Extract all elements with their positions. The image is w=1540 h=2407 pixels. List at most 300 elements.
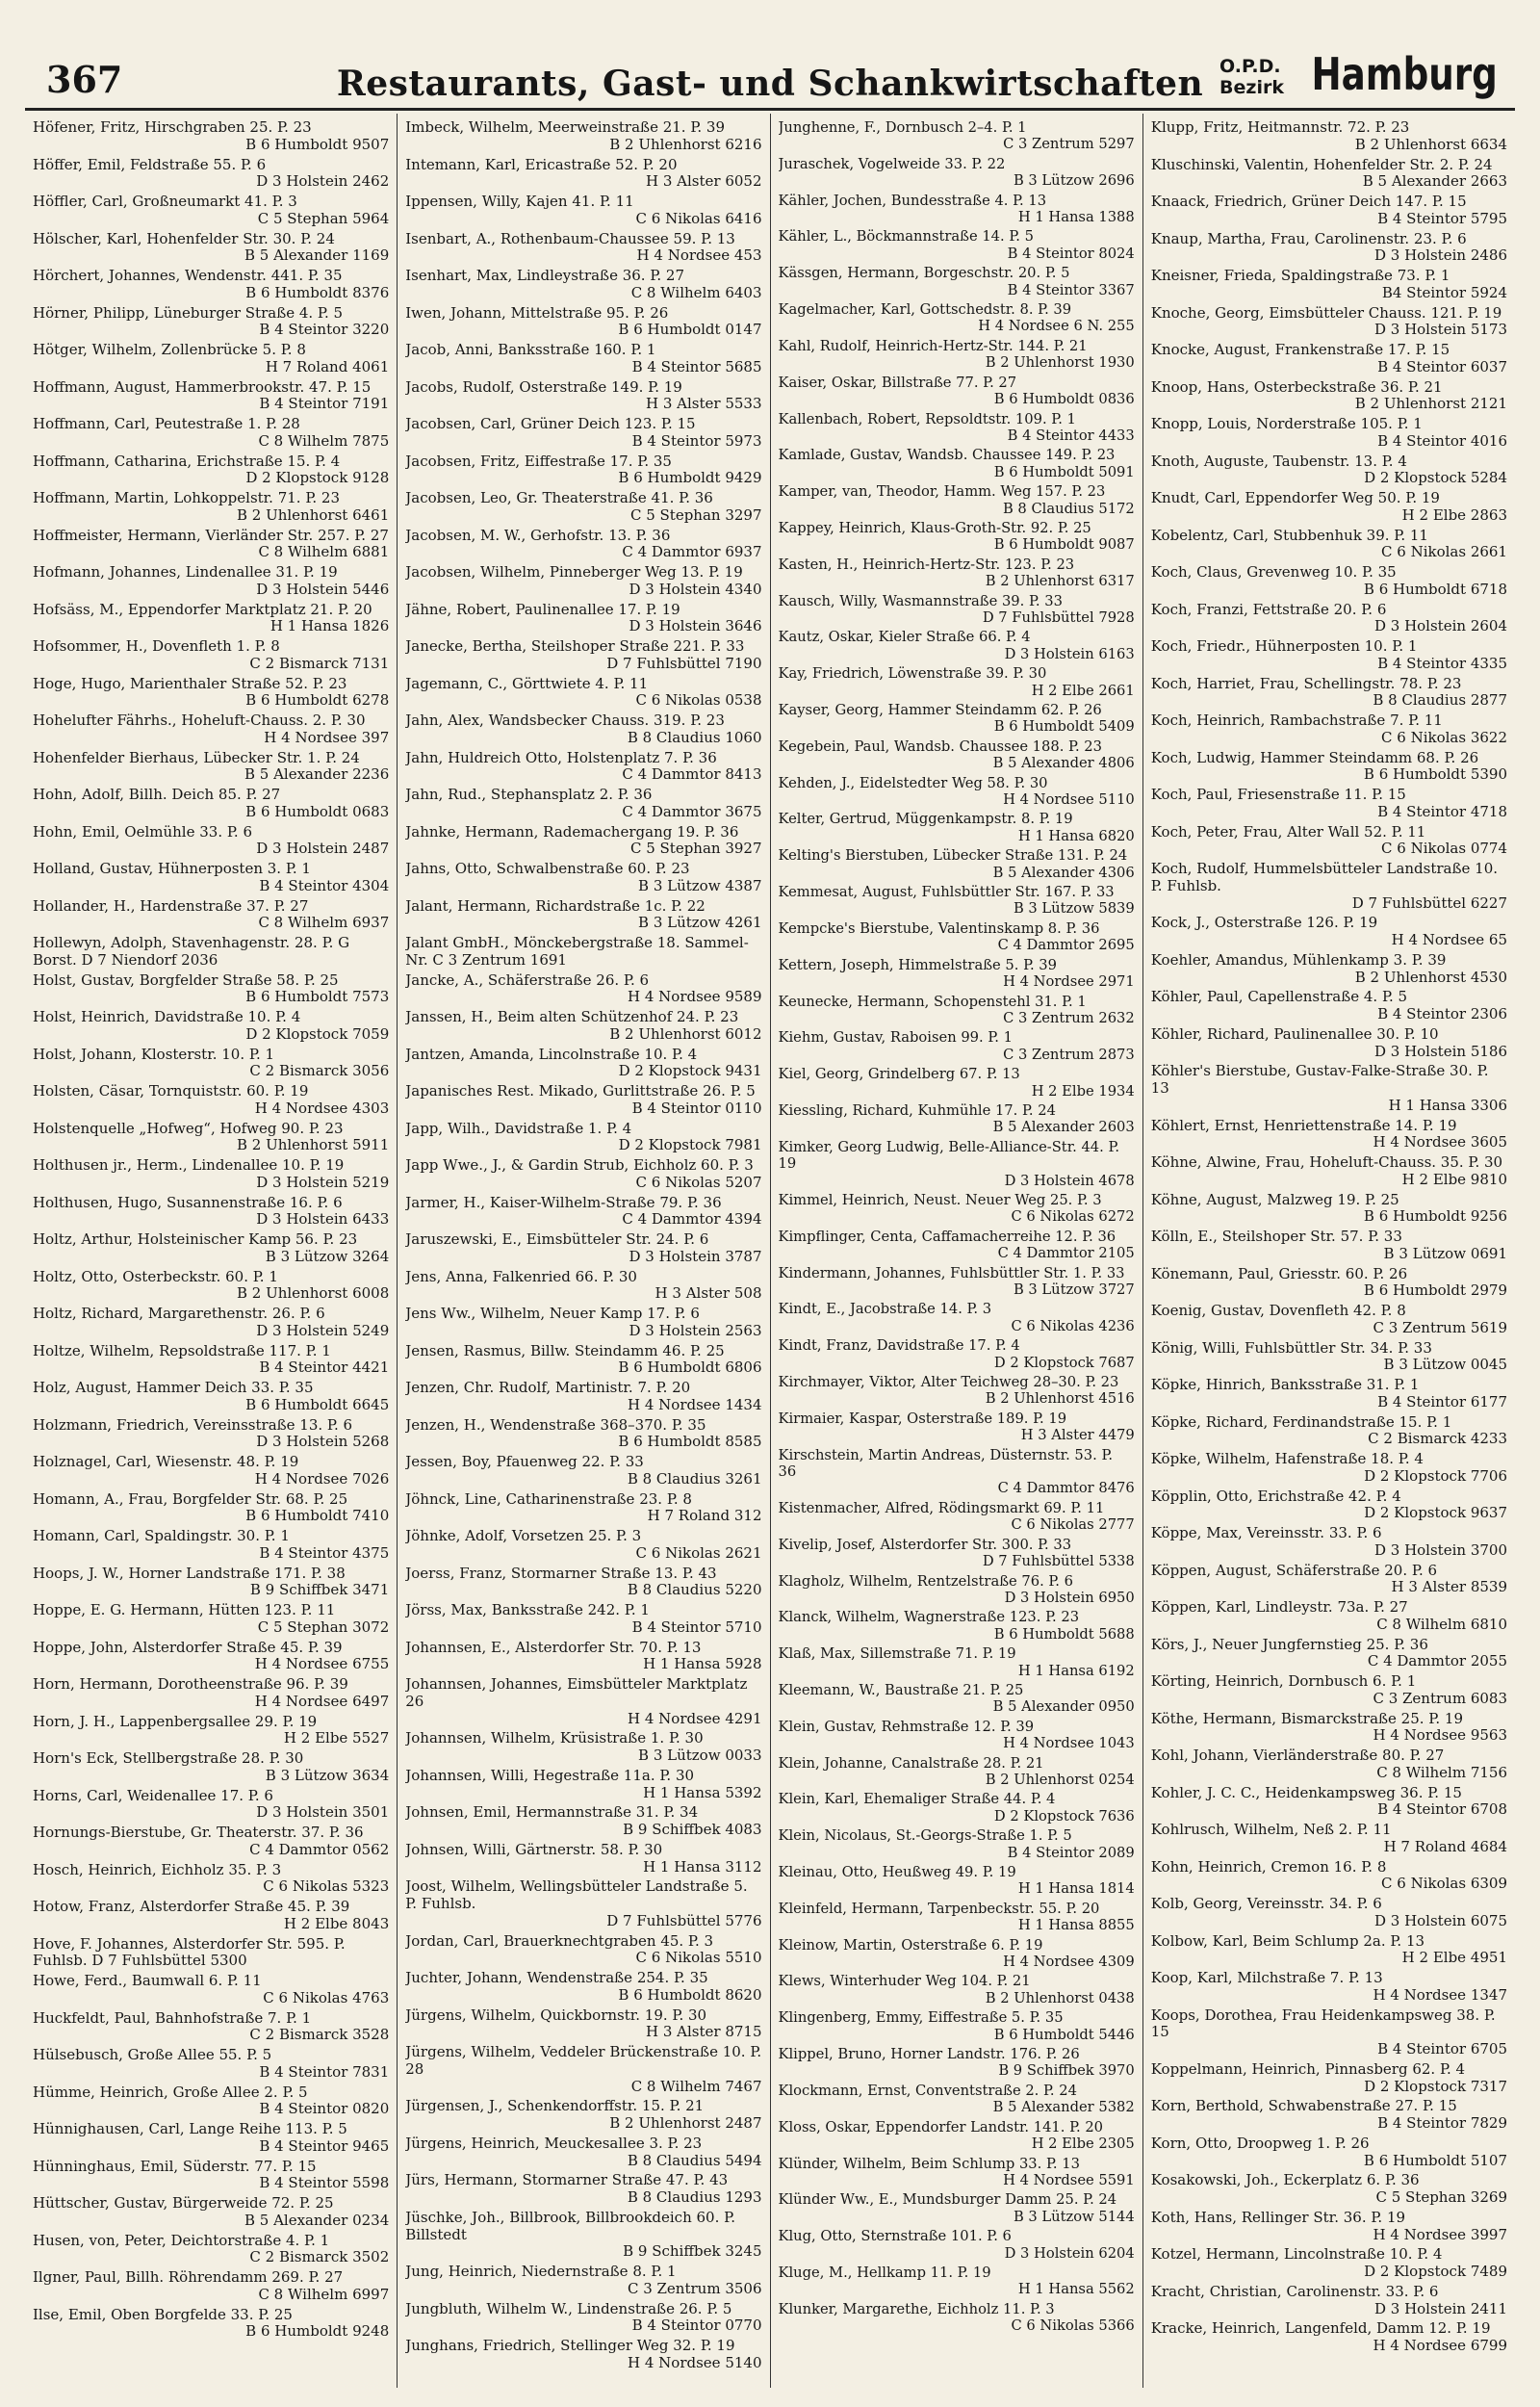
entry-name-address: Husen, von, Peter, Deichtorstraße 4. P. 1: [33, 2232, 330, 2249]
directory-entry: [779, 1301, 1135, 1334]
entry-name-address: Kleinau, Otto, Heußweg 49. P. 19: [778, 1864, 1016, 1880]
entry-phone: B 6 Humboldt 5107: [1363, 2151, 1507, 2169]
directory-entry: [405, 1878, 761, 1929]
entry-name-address: Hohn, Emil, Oelmühle 33. P. 6: [33, 823, 252, 841]
entry-name-address: Höffler, Carl, Großneumarkt 41. P. 3: [33, 194, 297, 210]
directory-entry: [779, 1609, 1135, 1643]
entry-phone: D 3 Holstein 6163: [1004, 645, 1135, 662]
entry-name-address: Kohler, J. C. C., Heidenkampsweg 36. P. 15: [1150, 1784, 1462, 1801]
entry-name-address: Horn's Eck, Stellbergstraße 28. P. 30: [33, 1750, 304, 1767]
entry-phone: H 1 Hansa 1388: [1017, 209, 1135, 226]
entry-name-address: Jancke, A., Schäferstraße 26. P. 6: [405, 971, 650, 989]
directory-entry: [33, 787, 389, 821]
entry-name-address: Kappey, Heinrich, Klaus-Groth-Str. 92. P. 25: [778, 519, 1091, 536]
entry-phone: B 4 Steintor 4016: [1377, 431, 1507, 450]
entry-phone: C 4 Dammtor 2055: [1367, 1652, 1507, 1670]
entry-name-address: Kay, Friedrich, Löwenstraße 39. P. 30: [778, 665, 1047, 683]
entry-phone: H 1 Hansa 5928: [643, 1655, 762, 1673]
entry-phone: H 3 Alster 6052: [645, 172, 762, 191]
directory-entry: [779, 1901, 1135, 1934]
entry-phone: H 4 Nordsee 3605: [1373, 1133, 1507, 1152]
entry-phone: C 2 Bismarck 3502: [249, 2248, 390, 2266]
directory-entry: [33, 342, 389, 376]
directory-entry: [405, 416, 761, 451]
directory-entry: [33, 1454, 389, 1488]
entry-phone: D 3 Holstein 2563: [629, 1321, 762, 1339]
entry-phone: B 5 Alexander 0234: [244, 2211, 390, 2229]
entry-phone: B 4 Steintor 2306: [1377, 1005, 1507, 1022]
directory-entry: [405, 342, 761, 376]
directory-entry: [33, 1009, 389, 1044]
directory-entry: [1151, 1026, 1507, 1061]
directory-entry: [1151, 416, 1507, 451]
directory-entry: [33, 1750, 389, 1785]
entry-phone: B 4 Steintor 0770: [631, 2316, 762, 2335]
entry-phone: B 6 Humboldt 6718: [1363, 580, 1507, 598]
entry-name-address: Kehden, J., Eidelstedter Weg 58. P. 30: [778, 774, 1048, 791]
entry-phone: B 6 Humboldt 8376: [245, 283, 390, 301]
directory-entry: [779, 1973, 1135, 2006]
entry-phone: D 3 Holstein 5249: [256, 1321, 390, 1339]
entry-phone: D 3 Holstein 6204: [1004, 2244, 1135, 2262]
entry-name-address: Kahl, Rudolf, Heinrich-Hertz-Str. 144. P. 21: [778, 337, 1088, 354]
entry-name-address: Holsten, Cäsar, Tornquiststr. 60. P. 19: [33, 1083, 309, 1100]
entry-name-address: Jörss, Max, Banksstraße 242. P. 1: [405, 1602, 650, 1618]
entry-name-address: Knudt, Carl, Eppendorfer Weg 50. P. 19: [1150, 490, 1440, 506]
entry-name-address: König, Willi, Fuhlsbüttler Str. 34. P. 33: [1150, 1339, 1432, 1357]
entry-phone: B 4 Steintor 4421: [259, 1359, 390, 1377]
directory-entry: [1151, 1525, 1507, 1560]
directory-entry: [1151, 989, 1507, 1023]
directory-entry: [33, 1231, 389, 1266]
entry-phone: C 4 Dammtor 2105: [997, 1245, 1135, 1262]
entry-name-address: Hörner, Philipp, Lüneburger Straße 4. P. 5: [33, 304, 344, 322]
directory-entry: [779, 1229, 1135, 1262]
entry-name-address: Jagemann, C., Görttwiete 4. P. 11: [405, 675, 649, 692]
directory-entry: [779, 2156, 1135, 2189]
entry-name-address: Isenbart, A., Rothenbaum-Chaussee 59. P. 13: [405, 230, 735, 247]
entry-phone: B 4 Steintor 0820: [259, 2100, 390, 2118]
entry-phone: H 4 Nordsee 5110: [1003, 791, 1135, 809]
directory-entry: [779, 301, 1135, 335]
entry-phone: D 3 Holstein 2462: [256, 172, 390, 191]
entry-name-address: Knoche, Georg, Eimsbütteler Chauss. 121. P. 19: [1150, 304, 1502, 322]
entry-name-address: Klein, Nicolaus, St.-Georgs-Straße 1. P. 5: [778, 1827, 1072, 1845]
directory-entry: [33, 2195, 389, 2230]
entry-phone: B 8 Claudius 5494: [627, 2151, 762, 2169]
entry-phone: B 8 Claudius 2877: [1373, 691, 1507, 710]
entry-name-address: Japanisches Rest. Mikado, Gurlittstraße 26. P. 5: [405, 1083, 756, 1100]
directory-entry: [405, 638, 761, 673]
directory-entry: [1151, 453, 1507, 488]
entry-phone: B 4 Steintor 2089: [1007, 1844, 1135, 1861]
entry-name-address: Klein, Karl, Ehemaliger Straße 44. P. 4: [778, 1791, 1056, 1808]
entry-phone: B 4 Steintor 4375: [259, 1543, 390, 1562]
directory-entry: [779, 375, 1135, 408]
directory-entry: [405, 1009, 761, 1044]
entry-phone: C 5 Stephan 3927: [629, 840, 762, 858]
directory-entry: [1151, 157, 1507, 192]
directory-entry: [33, 1714, 389, 1748]
entry-phone: B 2 Uhlenhorst 4516: [985, 1390, 1135, 1408]
entry-name-address: Jordan, Carl, Brauerknechtgraben 45. P. 3: [405, 1932, 714, 1950]
entry-name-address: Kiel, Georg, Grindelberg 67. P. 13: [778, 1066, 1020, 1083]
entry-name-address: Jalant, Hermann, Richardstraße 1c. P. 22: [405, 897, 706, 915]
entry-name-address: Hoops, J. W., Horner Landstraße 171. P. 38: [33, 1565, 346, 1582]
entry-phone: C 2 Bismarck 7131: [249, 654, 390, 672]
directory-entry: [405, 1491, 761, 1526]
entry-phone: C 6 Nikolas 6309: [1381, 1875, 1507, 1893]
entry-phone: D 7 Fuhlsbüttel 6227: [1351, 893, 1507, 912]
entry-name-address: Jalant GmbH., Mönckebergstraße 18. Sammel-Nr. C 3 Zentrum 1691: [405, 935, 749, 969]
directory-entry: [779, 1029, 1135, 1063]
entry-phone: H 4 Nordsee 4291: [628, 1709, 762, 1727]
entry-name-address: Jung, Heinrich, Niedernstraße 8. P. 1: [405, 2264, 677, 2280]
entry-name-address: Kautz, Oskar, Kieler Straße 66. P. 4: [778, 629, 1031, 646]
entry-name-address: Kindt, Franz, Davidstraße 17. P. 4: [778, 1337, 1020, 1355]
city-name: Hamburg: [1311, 48, 1498, 100]
entry-phone: C 5 Stephan 3269: [1375, 2188, 1507, 2206]
directory-entry: [779, 338, 1135, 372]
directory-entry: [1151, 342, 1507, 376]
entry-name-address: Kock, J., Osterstraße 126. P. 19: [1150, 915, 1378, 932]
entry-phone: B 5 Alexander 4306: [992, 864, 1135, 881]
directory-entry: [1151, 1896, 1507, 1930]
entry-phone: B 4 Steintor 8024: [1007, 245, 1135, 262]
entry-phone: B4 Steintor 5924: [1381, 283, 1507, 301]
entry-phone: B 4 Steintor 9465: [259, 2136, 390, 2155]
entry-name-address: Hohn, Adolf, Billh. Deich 85. P. 27: [33, 787, 281, 803]
entry-phone: B 2 Uhlenhorst 6461: [236, 505, 390, 524]
entry-phone: H 1 Hansa 3112: [643, 1857, 762, 1876]
entry-phone: C 6 Nikolas 5510: [635, 1949, 762, 1967]
entry-name-address: Kistenmacher, Alfred, Rödingsmarkt 69. P. 11: [778, 1499, 1105, 1516]
directory-entry: [405, 1269, 761, 1304]
directory-entry: [33, 1788, 389, 1823]
entry-phone: H 4 Nordsee 6799: [1373, 2337, 1507, 2354]
directory-entry: [33, 305, 389, 340]
entry-phone: B 2 Uhlenhorst 4530: [1354, 968, 1507, 986]
directory-entry: [1151, 2320, 1507, 2355]
directory-entry: [1151, 1118, 1507, 1152]
entry-phone: H 4 Nordsee 4309: [1003, 1954, 1135, 1971]
entry-phone: C 8 Wilhelm 6881: [258, 543, 390, 561]
directory-entry: [779, 1719, 1135, 1752]
entry-phone: B 4 Steintor 3220: [259, 321, 390, 339]
entry-name-address: Junghans, Friedrich, Stellinger Weg 32. P. 19: [405, 2338, 735, 2354]
entry-phone: B 3 Lützow 0045: [1383, 1356, 1507, 1374]
directory-entry: [1151, 2210, 1507, 2244]
directory-entry: [1151, 1563, 1507, 1597]
entry-name-address: Kiessling, Richard, Kuhmühle 17. P. 24: [778, 1101, 1056, 1119]
entry-name-address: Jensen, Rasmus, Billw. Steindamm 46. P. 25: [405, 1342, 725, 1359]
entry-name-address: Köhlert, Ernst, Henriettenstraße 14. P. 19: [1150, 1117, 1457, 1134]
entry-phone: B 4 Steintor 4335: [1377, 654, 1507, 672]
entry-phone: H 4 Nordsee 6497: [254, 1692, 390, 1710]
directory-entry: [1151, 1859, 1507, 1894]
directory-entry: [1151, 1785, 1507, 1820]
entry-phone: H 1 Hansa 5562: [1017, 2281, 1135, 2298]
entry-phone: B 2 Uhlenhorst 6317: [985, 573, 1135, 590]
entry-phone: H 1 Hansa 3306: [1388, 1096, 1507, 1114]
directory-entry: [405, 1566, 761, 1600]
directory-entry: [405, 1602, 761, 1637]
entry-name-address: Hollander, H., Hardenstraße 37. P. 27: [33, 897, 309, 915]
directory-entry: [33, 824, 389, 859]
entry-name-address: Jaruszewski, E., Eimsbütteler Str. 24. P. 6: [405, 1231, 709, 1248]
entry-phone: H 4 Nordsee 5591: [1003, 2171, 1135, 2188]
entry-name-address: Jahn, Alex, Wandsbecker Chauss. 319. P. 23: [405, 712, 725, 729]
directory-entry: [779, 1102, 1135, 1136]
entry-name-address: Hofsäss, M., Eppendorfer Marktplatz 21. P. 20: [33, 601, 372, 618]
entry-phone: C 6 Nikolas 6272: [1011, 1208, 1135, 1226]
directory-entry: [1151, 268, 1507, 302]
entry-name-address: Kotzel, Hermann, Lincolnstraße 10. P. 4: [1150, 2246, 1443, 2264]
directory-entry: [1151, 824, 1507, 859]
directory-entry: [405, 1157, 761, 1192]
directory-entry: [779, 1864, 1135, 1898]
directory-entry: [779, 483, 1135, 517]
directory-entry: [1151, 1451, 1507, 1486]
entry-phone: C 2 Bismarck 3528: [249, 2026, 390, 2044]
entry-name-address: Junghenne, F., Dornbusch 2–4. P. 1: [778, 119, 1027, 136]
directory-entry: [779, 556, 1135, 590]
entry-phone: B 3 Lützow 2696: [1013, 172, 1135, 190]
directory-entry: [1151, 1599, 1507, 1634]
entry-name-address: Joerss, Franz, Stormarner Straße 13. P. 43: [405, 1565, 717, 1582]
entry-name-address: Klanck, Wilhelm, Wagnerstraße 123. P. 23: [778, 1609, 1080, 1626]
entry-name-address: Köppen, August, Schäferstraße 20. P. 6: [1150, 1562, 1438, 1579]
directory-entry: [779, 994, 1135, 1027]
entry-phone: B 6 Humboldt 9248: [245, 2322, 390, 2341]
directory-entry: [33, 1676, 389, 1711]
directory-entry: [1151, 490, 1507, 525]
entry-phone: C 6 Nikolas 0538: [635, 691, 762, 710]
entry-name-address: Koops, Dorothea, Frau Heidenkampsweg 38. P. 15: [1150, 2006, 1496, 2041]
entry-phone: C 6 Nikolas 5207: [635, 1173, 762, 1191]
directory-entry: [1151, 1340, 1507, 1375]
entry-phone: B 5 Alexander 5382: [992, 2099, 1135, 2116]
directory-entry: [1151, 1063, 1507, 1114]
directory-entry: [33, 1862, 389, 1897]
entry-name-address: Klingenberg, Emmy, Eiffestraße 5. P. 35: [778, 2009, 1064, 2027]
entry-name-address: Koppelmann, Heinrich, Pinnasberg 62. P. 4: [1150, 2060, 1466, 2078]
directory-entry: [1151, 787, 1507, 821]
directory-entry: [779, 884, 1135, 918]
entry-phone: B 4 Steintor 7191: [259, 395, 390, 413]
entry-phone: H 2 Elbe 1934: [1031, 1082, 1135, 1100]
entry-name-address: Intemann, Karl, Ericastraße 52. P. 20: [405, 156, 678, 173]
entry-name-address: Hohenfelder Bierhaus, Lübecker Str. 1. P. 24: [33, 749, 360, 766]
entry-name-address: Hosch, Heinrich, Eichholz 35. P. 3: [33, 1861, 282, 1878]
entry-name-address: Jenzen, H., Wendenstraße 368–370. P. 35: [405, 1416, 706, 1434]
directory-entry: [33, 119, 389, 154]
entry-phone: D 3 Holstein 2604: [1373, 617, 1507, 635]
directory-entry: [405, 305, 761, 340]
directory-entry: [779, 665, 1135, 699]
entry-phone: B 4 Steintor 4433: [1007, 427, 1135, 444]
directory-entry: [779, 593, 1135, 627]
entry-phone: H 1 Hansa 6820: [1017, 827, 1135, 844]
directory-entry: [33, 1157, 389, 1192]
entry-name-address: Hoppe, John, Alsterdorfer Straße 45. P. 39: [33, 1639, 343, 1656]
directory-entry: [779, 738, 1135, 772]
entry-name-address: Höffer, Emil, Feldstraße 55. P. 6: [33, 156, 267, 173]
directory-entry: [33, 2010, 389, 2045]
directory-entry: [779, 228, 1135, 262]
entry-phone: B 3 Lützow 5144: [1013, 2208, 1135, 2225]
entry-name-address: Kimmel, Heinrich, Neust. Neuer Weg 25. P. 3: [778, 1191, 1102, 1208]
entry-name-address: Kamlade, Gustav, Wandsb. Chaussee 149. P. 23: [778, 447, 1116, 464]
entry-name-address: Joost, Wilhelm, Wellingsbütteler Landstraße 5. P. Fuhlsb.: [405, 1878, 748, 1912]
entry-phone: D 3 Holstein 5219: [256, 1173, 390, 1191]
entry-name-address: Kaiser, Oskar, Billstraße 77. P. 27: [778, 374, 1017, 391]
entry-phone: D 2 Klopstock 7981: [618, 1136, 762, 1154]
entry-phone: D 3 Holstein 5186: [1373, 1042, 1507, 1060]
entry-name-address: Howe, Ferd., Baumwall 6. P. 11: [33, 1973, 262, 1989]
entry-name-address: Koch, Claus, Grevenweg 10. P. 35: [1150, 564, 1397, 581]
directory-entry: [1151, 1377, 1507, 1411]
entry-name-address: Johannsen, Wilhelm, Krüsistraße 1. P. 30: [405, 1730, 704, 1747]
entry-phone: B 4 Steintor 0110: [631, 1099, 762, 1117]
directory-entry: [405, 602, 761, 636]
column-4: [1143, 114, 1515, 2388]
entry-phone: C 5 Stephan 5964: [257, 209, 390, 227]
directory-entry: [33, 2233, 389, 2267]
directory-entry: [405, 2007, 761, 2042]
entry-name-address: Kloss, Oskar, Eppendorfer Landstr. 141. P. 20: [778, 2118, 1104, 2135]
entry-name-address: Korn, Berthold, Schwabenstraße 27. P. 15: [1150, 2098, 1457, 2115]
entry-name-address: Holthusen, Hugo, Susannenstraße 16. P. 6: [33, 1194, 343, 1211]
entry-phone: C 2 Bismarck 3056: [249, 1062, 390, 1080]
entry-phone: H 4 Nordsee 1434: [628, 1395, 762, 1413]
entry-phone: C 6 Nikolas 0774: [1381, 840, 1507, 858]
directory-entry: [779, 119, 1135, 153]
entry-phone: H 3 Alster 8539: [1391, 1578, 1507, 1596]
entry-phone: D 3 Holstein 6950: [1004, 1589, 1135, 1606]
entry-phone: C 3 Zentrum 3506: [627, 2279, 762, 2297]
entry-phone: D 3 Holstein 3787: [629, 1247, 762, 1265]
entry-phone: B 3 Lützow 3264: [265, 1247, 390, 1265]
entry-name-address: Kracke, Heinrich, Langenfeld, Damm 12. P. 19: [1150, 2320, 1491, 2338]
entry-phone: H 1 Hansa 8855: [1017, 1917, 1135, 1934]
entry-name-address: Koch, Ludwig, Hammer Steindamm 68. P. 26: [1150, 749, 1479, 766]
directory-entry: [779, 2119, 1135, 2153]
entry-phone: B 6 Humboldt 6645: [245, 1395, 390, 1413]
entry-phone: B 4 Steintor 5973: [631, 431, 762, 450]
entry-name-address: Köhne, August, Malzweg 19. P. 25: [1150, 1191, 1399, 1208]
entry-name-address: Hoffmann, Martin, Lohkoppelstr. 71. P. 23: [33, 490, 341, 506]
entry-name-address: Kneisner, Frieda, Spaldingstraße 73. P. 1: [1150, 268, 1450, 284]
entry-phone: B 5 Alexander 2603: [992, 1119, 1135, 1136]
entry-phone: H 4 Nordsee 5140: [628, 2353, 762, 2371]
entry-name-address: Jacobsen, Wilhelm, Pinneberger Weg 13. P. 19: [405, 564, 743, 581]
entry-name-address: Knocke, August, Frankenstraße 17. P. 15: [1150, 342, 1450, 358]
entry-name-address: Hölscher, Karl, Hohenfelder Str. 30. P. 24: [33, 230, 335, 247]
entry-phone: H 3 Alster 5533: [645, 395, 762, 413]
directory-entry: [33, 898, 389, 933]
directory-entry: [33, 1566, 389, 1600]
entry-phone: B 6 Humboldt 9429: [618, 469, 762, 487]
entry-name-address: Kindermann, Johannes, Fuhlsbüttler Str. 1. P. 33: [778, 1264, 1125, 1281]
entry-phone: B 9 Schiffbek 3970: [998, 2062, 1135, 2080]
entry-name-address: Jürgens, Heinrich, Meuckesallee 3. P. 23: [405, 2135, 703, 2152]
entry-name-address: Hornungs-Bierstube, Gr. Theaterstr. 37. P. 36: [33, 1825, 364, 1841]
entry-phone: H 2 Elbe 2305: [1031, 2135, 1135, 2153]
directory-entry: [1151, 602, 1507, 636]
entry-phone: B 5 Alexander 2663: [1362, 172, 1507, 191]
entry-name-address: Klünder, Wilhelm, Beim Schlump 33. P. 13: [778, 2155, 1080, 2172]
directory-entry: [405, 1970, 761, 2005]
entry-phone: B 4 Steintor 3367: [1007, 281, 1135, 298]
directory-entry: [33, 2307, 389, 2342]
entry-phone: H 2 Elbe 4951: [1401, 1949, 1507, 1967]
entry-phone: H 4 Nordsee 1347: [1373, 1985, 1507, 2004]
entry-name-address: Horns, Carl, Weidenallee 17. P. 6: [33, 1787, 273, 1804]
entry-name-address: Hoge, Hugo, Marienthaler Straße 52. P. 23: [33, 675, 347, 692]
entry-name-address: Juraschek, Vogelweide 33. P. 22: [778, 155, 1006, 172]
entry-name-address: Holstenquelle „Hofweg“, Hofweg 90. P. 23: [33, 1120, 344, 1137]
entry-phone: H 1 Hansa 6192: [1017, 1662, 1135, 1679]
entry-phone: C 6 Nikolas 4236: [1011, 1317, 1135, 1334]
entry-name-address: Kivelip, Josef, Alsterdorfer Str. 300. P. 33: [778, 1536, 1072, 1553]
column-2: [398, 114, 770, 2388]
directory-entry: [1151, 564, 1507, 599]
entry-name-address: Köthe, Hermann, Bismarckstraße 25. P. 19: [1150, 1710, 1463, 1727]
directory-entry: [33, 861, 389, 895]
directory-entry: [779, 629, 1135, 662]
directory-entry: [1151, 1192, 1507, 1227]
entry-phone: B 4 Steintor 4304: [259, 876, 390, 894]
directory-entry: [1151, 915, 1507, 949]
entry-name-address: Holtz, Otto, Osterbeckstr. 60. P. 1: [33, 1268, 278, 1285]
entry-name-address: Kamper, van, Theodor, Hamm. Weg 157. P. 23: [778, 483, 1106, 501]
directory-entry: [1151, 952, 1507, 987]
entry-name-address: Köhler, Richard, Paulinenallee 30. P. 10: [1150, 1025, 1439, 1043]
entry-phone: C 4 Dammtor 8476: [997, 1480, 1135, 1497]
entry-name-address: Japp, Wilh., Davidstraße 1. P. 4: [405, 1120, 632, 1137]
directory-entry: [33, 528, 389, 562]
directory-entry: [779, 1411, 1135, 1444]
directory-entry: [33, 750, 389, 785]
entry-name-address: Hollewyn, Adolph, Stavenhagenstr. 28. P. G Borst. D 7 Niendorf 2036: [33, 935, 350, 969]
entry-name-address: Huckfeldt, Paul, Bahnhofstraße 7. P. 1: [33, 2009, 312, 2027]
entry-phone: B 2 Uhlenhorst 2121: [1354, 395, 1507, 413]
entry-name-address: Hoffmann, Catharina, Erichstraße 15. P. 4: [33, 453, 341, 470]
directory-entry: [33, 2047, 389, 2082]
directory-entry: [1151, 528, 1507, 562]
entry-name-address: Hofsommer, H., Dovenfleth 1. P. 8: [33, 638, 280, 655]
entry-phone: C 3 Zentrum 6083: [1373, 1689, 1507, 1707]
entry-phone: B 2 Uhlenhorst 6634: [1354, 135, 1507, 153]
entry-phone: C 6 Nikolas 5323: [263, 1877, 390, 1896]
directory-entry: [1151, 2098, 1507, 2133]
entry-phone: D 2 Klopstock 5284: [1364, 469, 1507, 487]
directory-entry: [33, 231, 389, 266]
directory-entry: [779, 1374, 1135, 1408]
directory-entry: [405, 1933, 761, 1968]
directory-entry: [779, 2265, 1135, 2298]
entry-name-address: Korn, Otto, Droopweg 1. P. 26: [1150, 2135, 1370, 2152]
entry-name-address: Koehler, Amandus, Mühlenkamp 3. P. 39: [1150, 951, 1447, 969]
entry-phone: B 6 Humboldt 5409: [993, 718, 1135, 736]
directory-entry: [1151, 676, 1507, 711]
entry-name-address: Holtz, Arthur, Holsteinischer Kamp 56. P. 23: [33, 1231, 358, 1248]
entry-phone: B 4 Steintor 6708: [1377, 1800, 1507, 1819]
directory-entry: [405, 1343, 761, 1378]
entry-name-address: Kiehm, Gustav, Raboisen 99. P. 1: [778, 1029, 1013, 1047]
entry-name-address: Jürgensen, J., Schenkendorffstr. 15. P. 21: [405, 2098, 705, 2115]
